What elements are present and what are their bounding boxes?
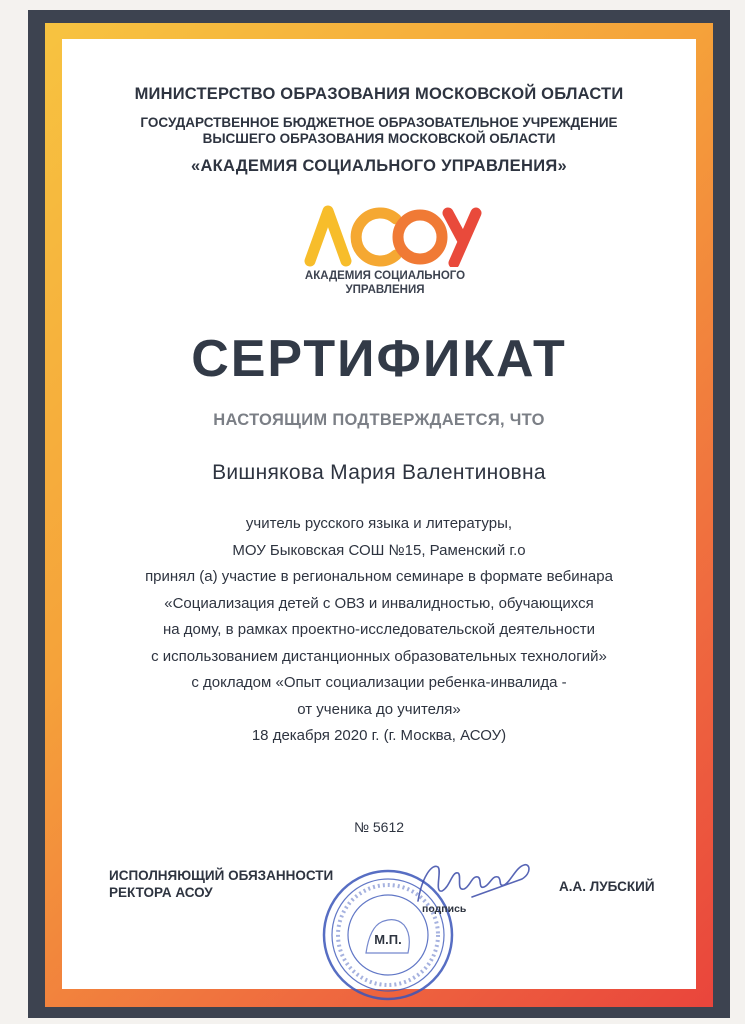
- body-line: «Социализация детей с ОВЗ и инвалидностью, обучающихся: [164, 594, 594, 612]
- logo-subtitle-line: АКАДЕМИЯ СОЦИАЛЬНОГО: [304, 270, 466, 282]
- body-line: с докладом «Опыт социализации ребенка-инвалида -: [191, 674, 567, 691]
- body-line: с использованием дистанционных образовательных технологий»: [151, 647, 607, 665]
- logo-subtitle: [280, 269, 490, 297]
- stamp-label: М.П.: [374, 932, 402, 947]
- body-line: на дому, в рамках проектно-исследовательской деятельности: [162, 621, 596, 638]
- signer-name: А.А. ЛУБСКИЙ: [559, 879, 655, 894]
- academy-name: «АКАДЕМИЯ СОЦИАЛЬНОГО УПРАВЛЕНИЯ»: [190, 157, 567, 175]
- recipient-name: Вишнякова Мария Валентиновна: [212, 461, 546, 484]
- signer-position-line: РЕКТОРА АСОУ: [109, 885, 213, 900]
- signer-position: [109, 867, 333, 901]
- body-line: принял (а) участие в региональном семинаре в формате вебинара: [145, 568, 613, 585]
- body-line: учитель русского языка и литературы,: [245, 515, 513, 532]
- certificate-sheet: [62, 39, 696, 989]
- handwritten-signature: [412, 857, 542, 907]
- institution-line: ГОСУДАРСТВЕННОЕ БЮДЖЕТНОЕ ОБРАЗОВАТЕЛЬНОЕ УЧРЕЖДЕНИЕ: [140, 115, 618, 130]
- institution-line: ВЫСШЕГО ОБРАЗОВАНИЯ МОСКОВСКОЙ ОБЛАСТИ: [202, 131, 556, 146]
- logo-subtitle-line: УПРАВЛЕНИЯ: [345, 284, 425, 296]
- asou-logo-mark: [280, 203, 490, 267]
- ministry-heading: МИНИСТЕРСТВО ОБРАЗОВАНИЯ МОСКОВСКОЙ ОБЛАСТИ: [134, 85, 624, 103]
- signer-position-line: ИСПОЛНЯЮЩИЙ ОБЯЗАННОСТИ: [109, 868, 334, 883]
- certificate-title: СЕРТИФИКАТ: [191, 330, 567, 388]
- body-line: МОУ Быковская СОШ №15, Раменский г.о: [232, 541, 526, 559]
- certificate-number: № 5612: [353, 819, 405, 835]
- confirmation-text: НАСТОЯЩИМ ПОДТВЕРЖДАЕТСЯ, ЧТО: [213, 411, 545, 429]
- certificate-body: [62, 511, 696, 750]
- body-line: от ученика до учителя»: [297, 700, 461, 718]
- asou-logo: [280, 203, 490, 303]
- body-line: 18 декабря 2020 г. (г. Москва, АСОУ): [251, 727, 507, 744]
- signature-caption: подпись: [422, 903, 467, 915]
- institution-heading: [62, 115, 696, 147]
